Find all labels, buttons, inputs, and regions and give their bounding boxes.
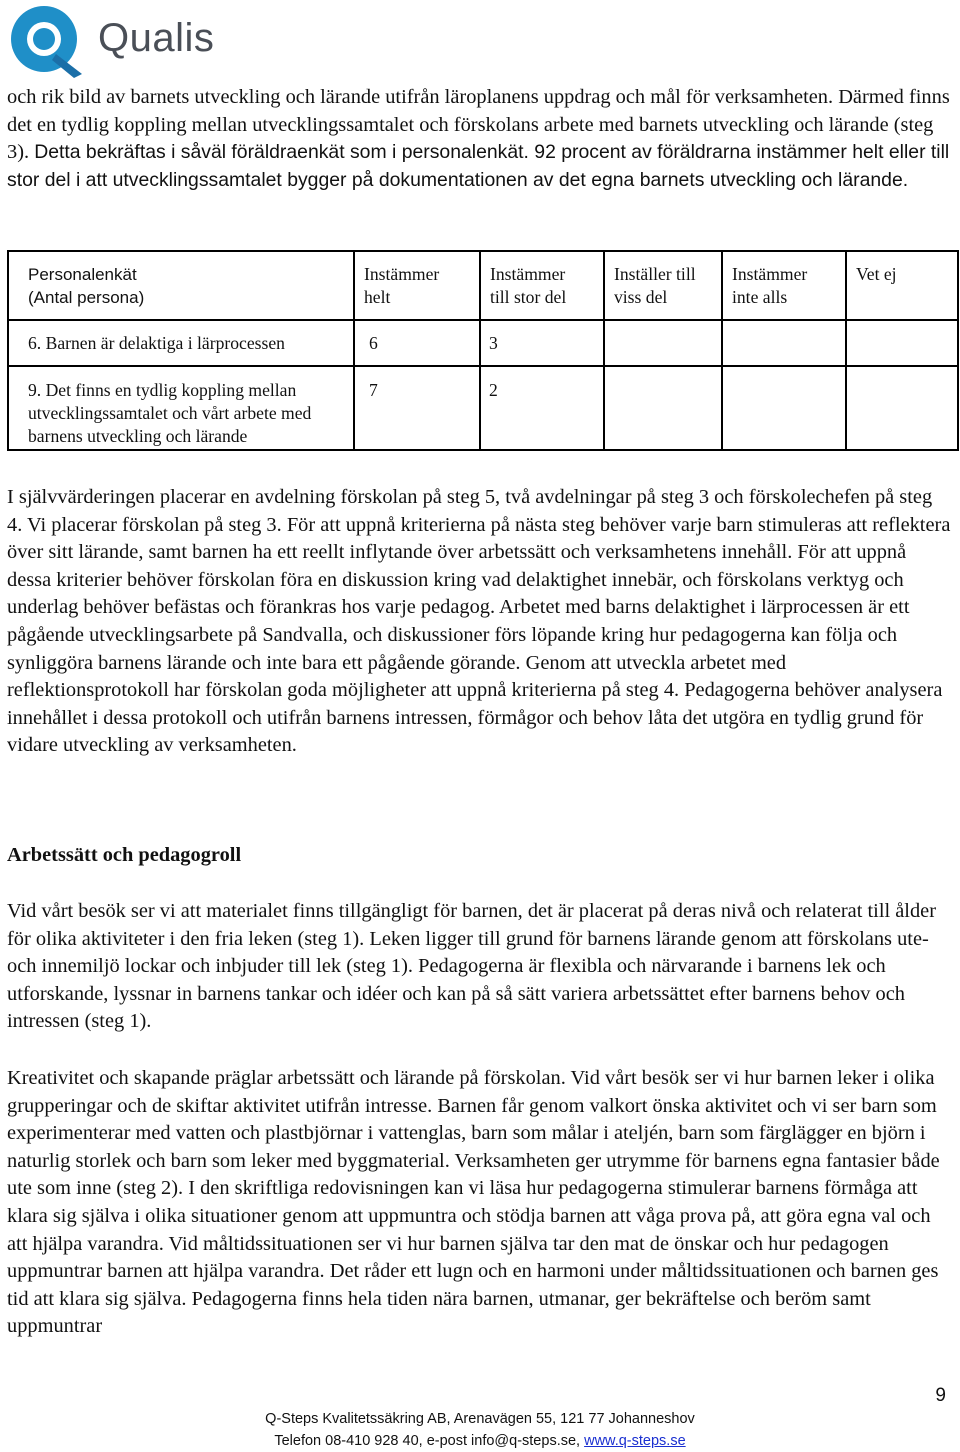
logo-wordmark: Qualis — [98, 16, 215, 60]
header-line: Instämmer — [364, 264, 440, 284]
table-header-cell — [604, 251, 722, 320]
header-line: Instämmer — [490, 264, 566, 284]
value-cell-inte-alls — [722, 320, 846, 366]
page-number: 9 — [935, 1385, 946, 1406]
table-header-cell — [480, 251, 604, 320]
intro-text-part2: Detta bekräftas i såväl föräldraenkät som i personalenkät. 92 procent av föräldrarna instämmer helt eller till stor del i att utvecklingssamtalet bygger på dokumentationen av det egna barnets utveckling och lärande. — [7, 141, 950, 191]
value-cell-viss-del — [604, 320, 722, 366]
header-line: helt — [364, 287, 391, 307]
question-cell: 9. Det finns en tydlig koppling mellan utvecklingssamtalet och vårt arbete med barnens utveckling och lärande — [8, 366, 354, 450]
value-cell-stor-del: 3 — [480, 320, 604, 366]
table-header-row — [8, 251, 958, 320]
value-cell-helt: 6 — [354, 320, 480, 366]
header-line: inte alls — [732, 287, 788, 307]
value-cell-inte-alls — [722, 366, 846, 450]
header-line: viss del — [614, 287, 668, 307]
qualis-q-logo-icon — [4, 2, 92, 80]
table-header-cell — [8, 251, 354, 320]
question-cell: 6. Barnen är delaktiga i lärprocessen — [8, 320, 354, 366]
footer-address: Q-Steps Kvalitetssäkring AB, Arenavägen 55, 121 77 Johanneshov — [265, 1411, 695, 1427]
value-cell-vet-ej — [846, 366, 958, 450]
value-cell-stor-del: 2 — [480, 366, 604, 450]
section-paragraph-2: Kreativitet och skapande präglar arbetssätt och lärande på förskolan. Vid vårt besök ser vi hur barnen leker i olika grupperingar och de skiftar aktivitet utifrån intresse. Barnen får genom valkort önska aktivitet och vi ser barn som experimenterar med vatten och plastbjörnar i vattenglas, barn som målar i ateljén, barn som färglägger en björn i naturlig storlek och barn som leker med byggmaterial. Verksamheten ger utrymme för barnens egna fantasier både ute som inne (steg 2). I den skriftliga redovisningen kan vi läsa hur pedagogerna stimulerar barnens förmåga att klara sig själva i olika situationer genom att uppmuntra och stödja barnen att våga prova på, att göra egna val och att hjälpa varandra. Vid måltidssituationen ser vi hur barnen själva tar den mat de önskar och hur pedagogen uppmuntrar barnen att hjälpa varandra. Det råder ett lugn och en harmoni under måltidssituationen och barnen ges tid att klara sig själva. Pedagogerna finns hela tiden nära barnen, utmanar, ger bekräftelse och beröm samt uppmuntrar — [7, 1067, 940, 1338]
header-line: Instämmer — [732, 264, 808, 284]
intro-paragraph — [7, 84, 952, 194]
footer-contact — [0, 1430, 960, 1452]
header-line: till stor del — [490, 287, 567, 307]
qualis-logo — [4, 2, 244, 80]
table-row — [8, 366, 958, 450]
self-evaluation-paragraph: I självvärderingen placerar en avdelning förskolan på steg 5, två avdelningar på steg 3 och förskolechefen på steg 4. Vi placerar förskolan på steg 3. För att uppnå kriterierna på nästa steg behöver varje barn stimuleras att reflektera över sitt lärande, samt barnen ha ett reellt inflytande över arbetssätt och verksamhetens innehåll. För att uppnå dessa kriterier behöver förskolan föra en diskussion kring vad delaktighet innebär, och förskolans verktyg och underlag behöver befästas och förankras hos varje pedagog. Arbetet med barns delaktighet i lärprocessen är ett pågående utvecklingsarbete på Sandvalla, och diskussioner förs löpande kring hur pedagogerna kan följa och synliggöra barnens lärande och inte bara ett pågående görande. Genom att utveckla arbetet med reflektionsprotokoll har förskolan goda möjligheter att uppnå kriterierna på steg 4. Pedagogerna behöver analysera innehållet i dessa protokoll och utifrån barnens intressen, förmågor och behov låta det utgöra en tydlig grund för vidare utveckling av verksamheten. — [7, 486, 951, 757]
section-heading: Arbetssätt och pedagogroll — [7, 844, 242, 866]
header-line: Inställer till — [614, 264, 696, 284]
table-header-cell — [722, 251, 846, 320]
survey-table — [7, 250, 959, 451]
section-paragraph-1: Vid vårt besök ser vi att materialet finns tillgängligt för barnen, det är placerat på deras nivå och relaterat till ålder för olika aktiviteter i den fria leken (steg 1). Leken ligger till grund för barnens lärande genom att förskolans ute- och innemiljö lockar och inbjuder till lek (steg 1). Pedagogerna är flexibla och närvarande i barnens lek och utforskande, lyssnar in barnens tankar och idéer och kan på så sätt variera arbetssättet efter barnens behov och intressen (steg 1). — [7, 900, 937, 1033]
page-footer — [0, 1408, 960, 1452]
intro-text-part1: och rik bild av barnets utveckling och lärande utifrån läroplanens uppdrag och mål för verksamheten. Därmed finns det en tydlig koppling mellan utvecklingssamtalet och förskolans arbete med barnets utveckling och lärande (steg 3). — [7, 86, 950, 164]
table-row — [8, 320, 958, 366]
value-cell-viss-del — [604, 366, 722, 450]
value-cell-helt: 7 — [354, 366, 480, 450]
footer-contact-text: Telefon 08-410 928 40, e-post info@q-steps.se, — [274, 1433, 585, 1449]
header-line: Vet ej — [856, 264, 897, 284]
header-line: Personalenkät — [28, 265, 137, 284]
table-header-cell — [846, 251, 958, 320]
website-link[interactable]: www.q-steps.se — [584, 1433, 686, 1449]
header-line: (Antal persona) — [28, 288, 145, 307]
value-cell-vet-ej — [846, 320, 958, 366]
table-header-cell — [354, 251, 480, 320]
